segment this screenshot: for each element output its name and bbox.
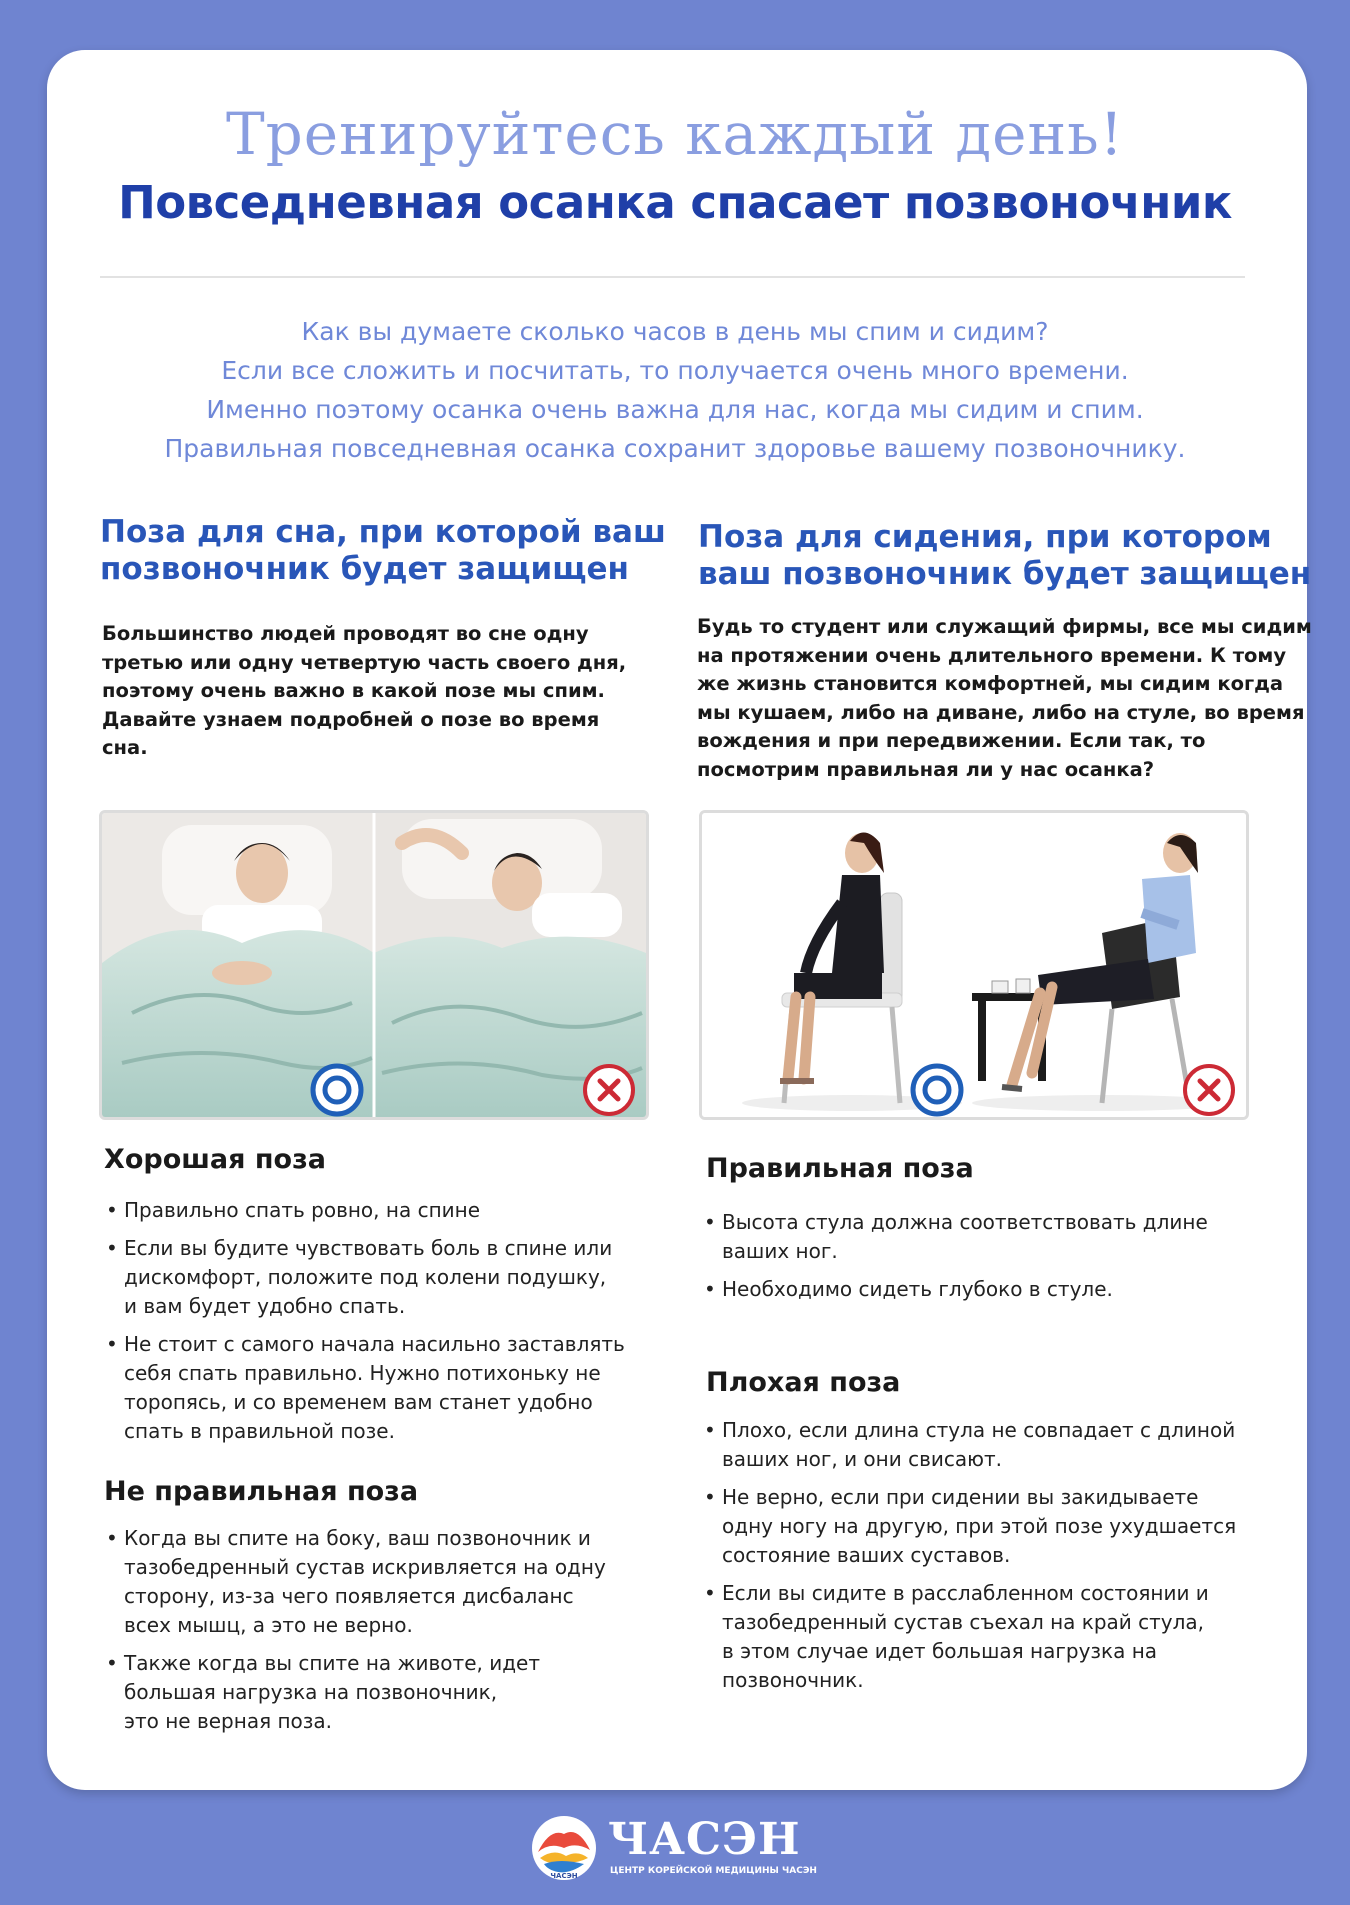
bullet-line: себя спать правильно. Нужно потихоньку не <box>124 1361 601 1385</box>
poster-subtitle: Повседневная осанка спасает позвоночник <box>118 176 1232 229</box>
footer-logo <box>530 1812 830 1884</box>
good-posture-icon <box>310 1063 364 1117</box>
bullet-item <box>702 1416 1282 1474</box>
sit-bad-list <box>702 1416 1282 1704</box>
good-posture-icon <box>910 1063 964 1117</box>
sleep-good-title: Хорошая поза <box>104 1144 326 1175</box>
sit-description-line: вождения и при передвижении. Если так, то <box>697 729 1206 752</box>
sit-description <box>697 613 1312 784</box>
sleep-heading <box>100 514 666 588</box>
bullet-line: в этом случае идет большая нагрузка на <box>722 1639 1158 1663</box>
sit-description-line: же жизнь становится комфортней, мы сидим когда <box>697 672 1284 695</box>
sleep-description-line: поэтому очень важно в какой позе мы спим. <box>102 679 605 702</box>
bullet-line: ваших ног. <box>722 1239 838 1263</box>
sit-heading-line: ваш позвоночник будет защищен <box>698 556 1312 592</box>
bullet-line: • Также когда вы спите на животе, идет <box>124 1651 540 1675</box>
sleep-illustration <box>102 813 646 1117</box>
bullet-line: и вам будет удобно спать. <box>124 1294 406 1318</box>
sit-heading-line: Поза для сидения, при котором <box>698 519 1272 555</box>
bullet-line: дискомфорт, положите под колени подушку, <box>124 1265 607 1289</box>
bullet-line: всех мышц, а это не верно. <box>124 1613 413 1637</box>
bullet-item <box>104 1524 664 1640</box>
sleep-bad-title: Не правильная поза <box>104 1476 419 1507</box>
bullet-line: • Правильно спать ровно, на спине <box>124 1198 481 1222</box>
bullet-line: тазобедренный сустав съехал на край стула, <box>722 1610 1205 1634</box>
bullet-line: • Высота стула должна соответствовать длине <box>722 1210 1208 1234</box>
sit-description-line: Будь то студент или служащий фирмы, все мы сидим <box>697 615 1312 638</box>
bullet-line: состояние ваших суставов. <box>722 1543 1011 1567</box>
sit-good-title: Правильная поза <box>706 1153 974 1184</box>
intro-line: Если все сложить и посчитать, то получается очень много времени. <box>221 356 1129 385</box>
bullet-line: позвоночник. <box>722 1668 864 1692</box>
bullet-line: • Плохо, если длина стула не совпадает с длиной <box>722 1418 1236 1442</box>
bad-posture-icon <box>582 1063 636 1117</box>
sleep-description-line: третью или одну четвертую часть своего дня, <box>102 650 627 674</box>
bullet-item <box>702 1275 1282 1304</box>
bullet-line: • Не стоит с самого начала насильно заставлять <box>124 1332 625 1356</box>
bullet-line: одну ногу на другую, при этой позе ухудшается <box>722 1514 1237 1538</box>
bullet-item <box>104 1649 664 1736</box>
title-divider <box>100 276 1245 278</box>
bullet-line: тазобедренный сустав искривляется на одну <box>124 1555 606 1579</box>
sit-bad-title: Плохая поза <box>706 1367 901 1398</box>
bullet-line: • Необходимо сидеть глубоко в стуле. <box>722 1277 1113 1301</box>
bullet-line: большая нагрузка на позвоночник, <box>124 1680 498 1704</box>
sleep-heading-line: Поза для сна, при которой ваш <box>100 514 666 550</box>
logo-emblem-text: ЧАСЭН <box>550 1872 578 1880</box>
logo-name: ЧАСЭН <box>608 1814 801 1865</box>
sleep-bad-list <box>104 1524 664 1745</box>
intro-line: Именно поэтому осанка очень важна для нас, когда мы сидим и спим. <box>206 395 1144 424</box>
bullet-line: ваших ног, и они свисают. <box>722 1447 1002 1471</box>
bullet-line: • Не верно, если при сидении вы закидываете <box>722 1485 1199 1509</box>
bullet-line: • Если вы сидите в расслабленном состоянии и <box>722 1581 1209 1605</box>
sit-description-line: мы кушаем, либо на диване, либо на стуле, во время <box>697 700 1305 724</box>
bullet-item <box>702 1483 1282 1570</box>
bullet-line: • Когда вы спите на боку, ваш позвоночник и <box>124 1526 591 1550</box>
sleep-heading-line: позвоночник будет защищен <box>100 551 629 587</box>
sit-description-line: посмотрим правильная ли у нас осанка? <box>697 757 1155 781</box>
bad-posture-icon <box>1182 1063 1236 1117</box>
sit-photo <box>699 810 1249 1120</box>
bullet-item <box>104 1196 664 1225</box>
sit-good-list <box>702 1208 1282 1313</box>
poster-title: Тренируйтесь каждый день! <box>225 100 1124 168</box>
sit-heading <box>698 519 1311 593</box>
bullet-line: • Если вы будите чувствовать боль в спине или <box>124 1236 613 1260</box>
bullet-line: торопясь, и со временем вам станет удобно <box>124 1390 593 1414</box>
sleep-description-line: сна. <box>102 736 148 759</box>
intro-line: Правильная повседневная осанка сохранит здоровье вашему позвоночнику. <box>164 434 1186 463</box>
logo-emblem-icon <box>530 1814 598 1882</box>
bullet-line: спать в правильной позе. <box>124 1419 395 1443</box>
sit-description-line: на протяжении очень длительного времени. К тому <box>697 643 1287 667</box>
bullet-line: это не верная поза. <box>124 1709 333 1733</box>
sleep-description <box>102 620 626 763</box>
intro-line: Как вы думаете сколько часов в день мы спим и сидим? <box>301 317 1049 346</box>
bullet-item <box>104 1330 664 1446</box>
sit-illustration <box>702 813 1246 1117</box>
bullet-item <box>702 1579 1282 1695</box>
intro-text <box>0 312 1350 468</box>
bullet-line: сторону, из-за чего появляется дисбаланс <box>124 1584 574 1608</box>
bullet-item <box>104 1234 664 1321</box>
sleep-good-list <box>104 1196 664 1455</box>
sleep-description-line: Давайте узнаем подробней о позе во время <box>102 707 600 731</box>
logo-subtitle: ЦЕНТР КОРЕЙСКОЙ МЕДИЦИНЫ ЧАСЭН <box>610 1866 817 1876</box>
sleep-photo <box>99 810 649 1120</box>
bullet-item <box>702 1208 1282 1266</box>
sleep-description-line: Большинство людей проводят во сне одну <box>102 622 589 645</box>
